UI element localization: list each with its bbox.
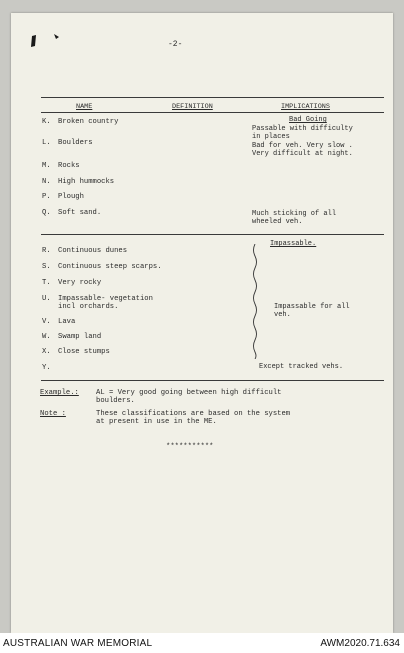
rule-top	[41, 97, 384, 98]
header-name: NAME	[76, 103, 93, 111]
label-very-rocky: Very rocky	[58, 279, 102, 287]
label-soft-sand: Soft sand.	[58, 209, 102, 217]
label-rocks: Rocks	[58, 162, 80, 170]
code-t: T.	[42, 279, 51, 287]
label-boulders: Boulders	[58, 139, 93, 147]
example-label: Example.:	[40, 389, 79, 397]
example-text: AL = Very good going between high difficult boulders.	[96, 389, 282, 405]
asterisk-separator: ***********	[166, 443, 214, 451]
code-m: M.	[42, 162, 51, 170]
code-l: L.	[42, 139, 51, 147]
code-u: U.	[42, 295, 51, 303]
footer-institution: AUSTRALIAN WAR MEMORIAL	[3, 638, 153, 649]
archive-footer	[0, 633, 404, 653]
label-close-stumps: Close stumps	[58, 348, 110, 356]
code-s: S.	[42, 263, 51, 271]
brace-bracket	[250, 244, 260, 359]
code-v: V.	[42, 318, 51, 326]
label-impassable-vegetation: Impassable- vegetation incl orchards.	[58, 295, 153, 311]
label-broken-country: Broken country	[58, 118, 119, 126]
label-high-hummocks: High hummocks	[58, 178, 115, 186]
ink-mark	[28, 32, 64, 50]
code-k: K.	[42, 118, 51, 126]
label-plough: Plough	[58, 193, 84, 201]
rule-middle	[41, 234, 384, 235]
code-y: Y.	[42, 364, 51, 372]
implication-y: Except tracked vehs.	[259, 363, 344, 371]
label-continuous-steep-scarps: Continuous steep scarps.	[58, 263, 162, 271]
rule-bottom	[41, 380, 384, 381]
note-label: Note :	[40, 410, 66, 418]
rule-header	[41, 112, 384, 113]
note-text: These classifications are based on the system at present in use in the ME.	[96, 410, 291, 426]
implication-l: Bad for veh. Very slow . Very difficult at night.	[252, 142, 353, 158]
implication-impassable: Impassable for all veh.	[274, 303, 350, 319]
impassable-heading: Impassable.	[270, 240, 317, 248]
header-implications: IMPLICATIONS	[281, 103, 330, 111]
implication-k: Passable with difficulty in places	[252, 125, 353, 141]
code-w: W.	[42, 333, 51, 341]
implication-q: Much sticking of all wheeled veh.	[252, 210, 337, 226]
code-x: X.	[42, 348, 51, 356]
code-q: Q.	[42, 209, 51, 217]
code-n: N.	[42, 178, 51, 186]
page-number: -2-	[168, 40, 183, 49]
code-r: R.	[42, 247, 51, 255]
footer-accession-number: AWM2020.71.634	[320, 638, 400, 649]
header-definition: DEFINITION	[172, 103, 213, 111]
label-swamp-land: Swamp land	[58, 333, 102, 341]
bad-going-heading: Bad Going	[289, 116, 327, 124]
label-continuous-dunes: Continuous dunes	[58, 247, 128, 255]
code-p: P.	[42, 193, 51, 201]
label-lava: Lava	[58, 318, 76, 326]
